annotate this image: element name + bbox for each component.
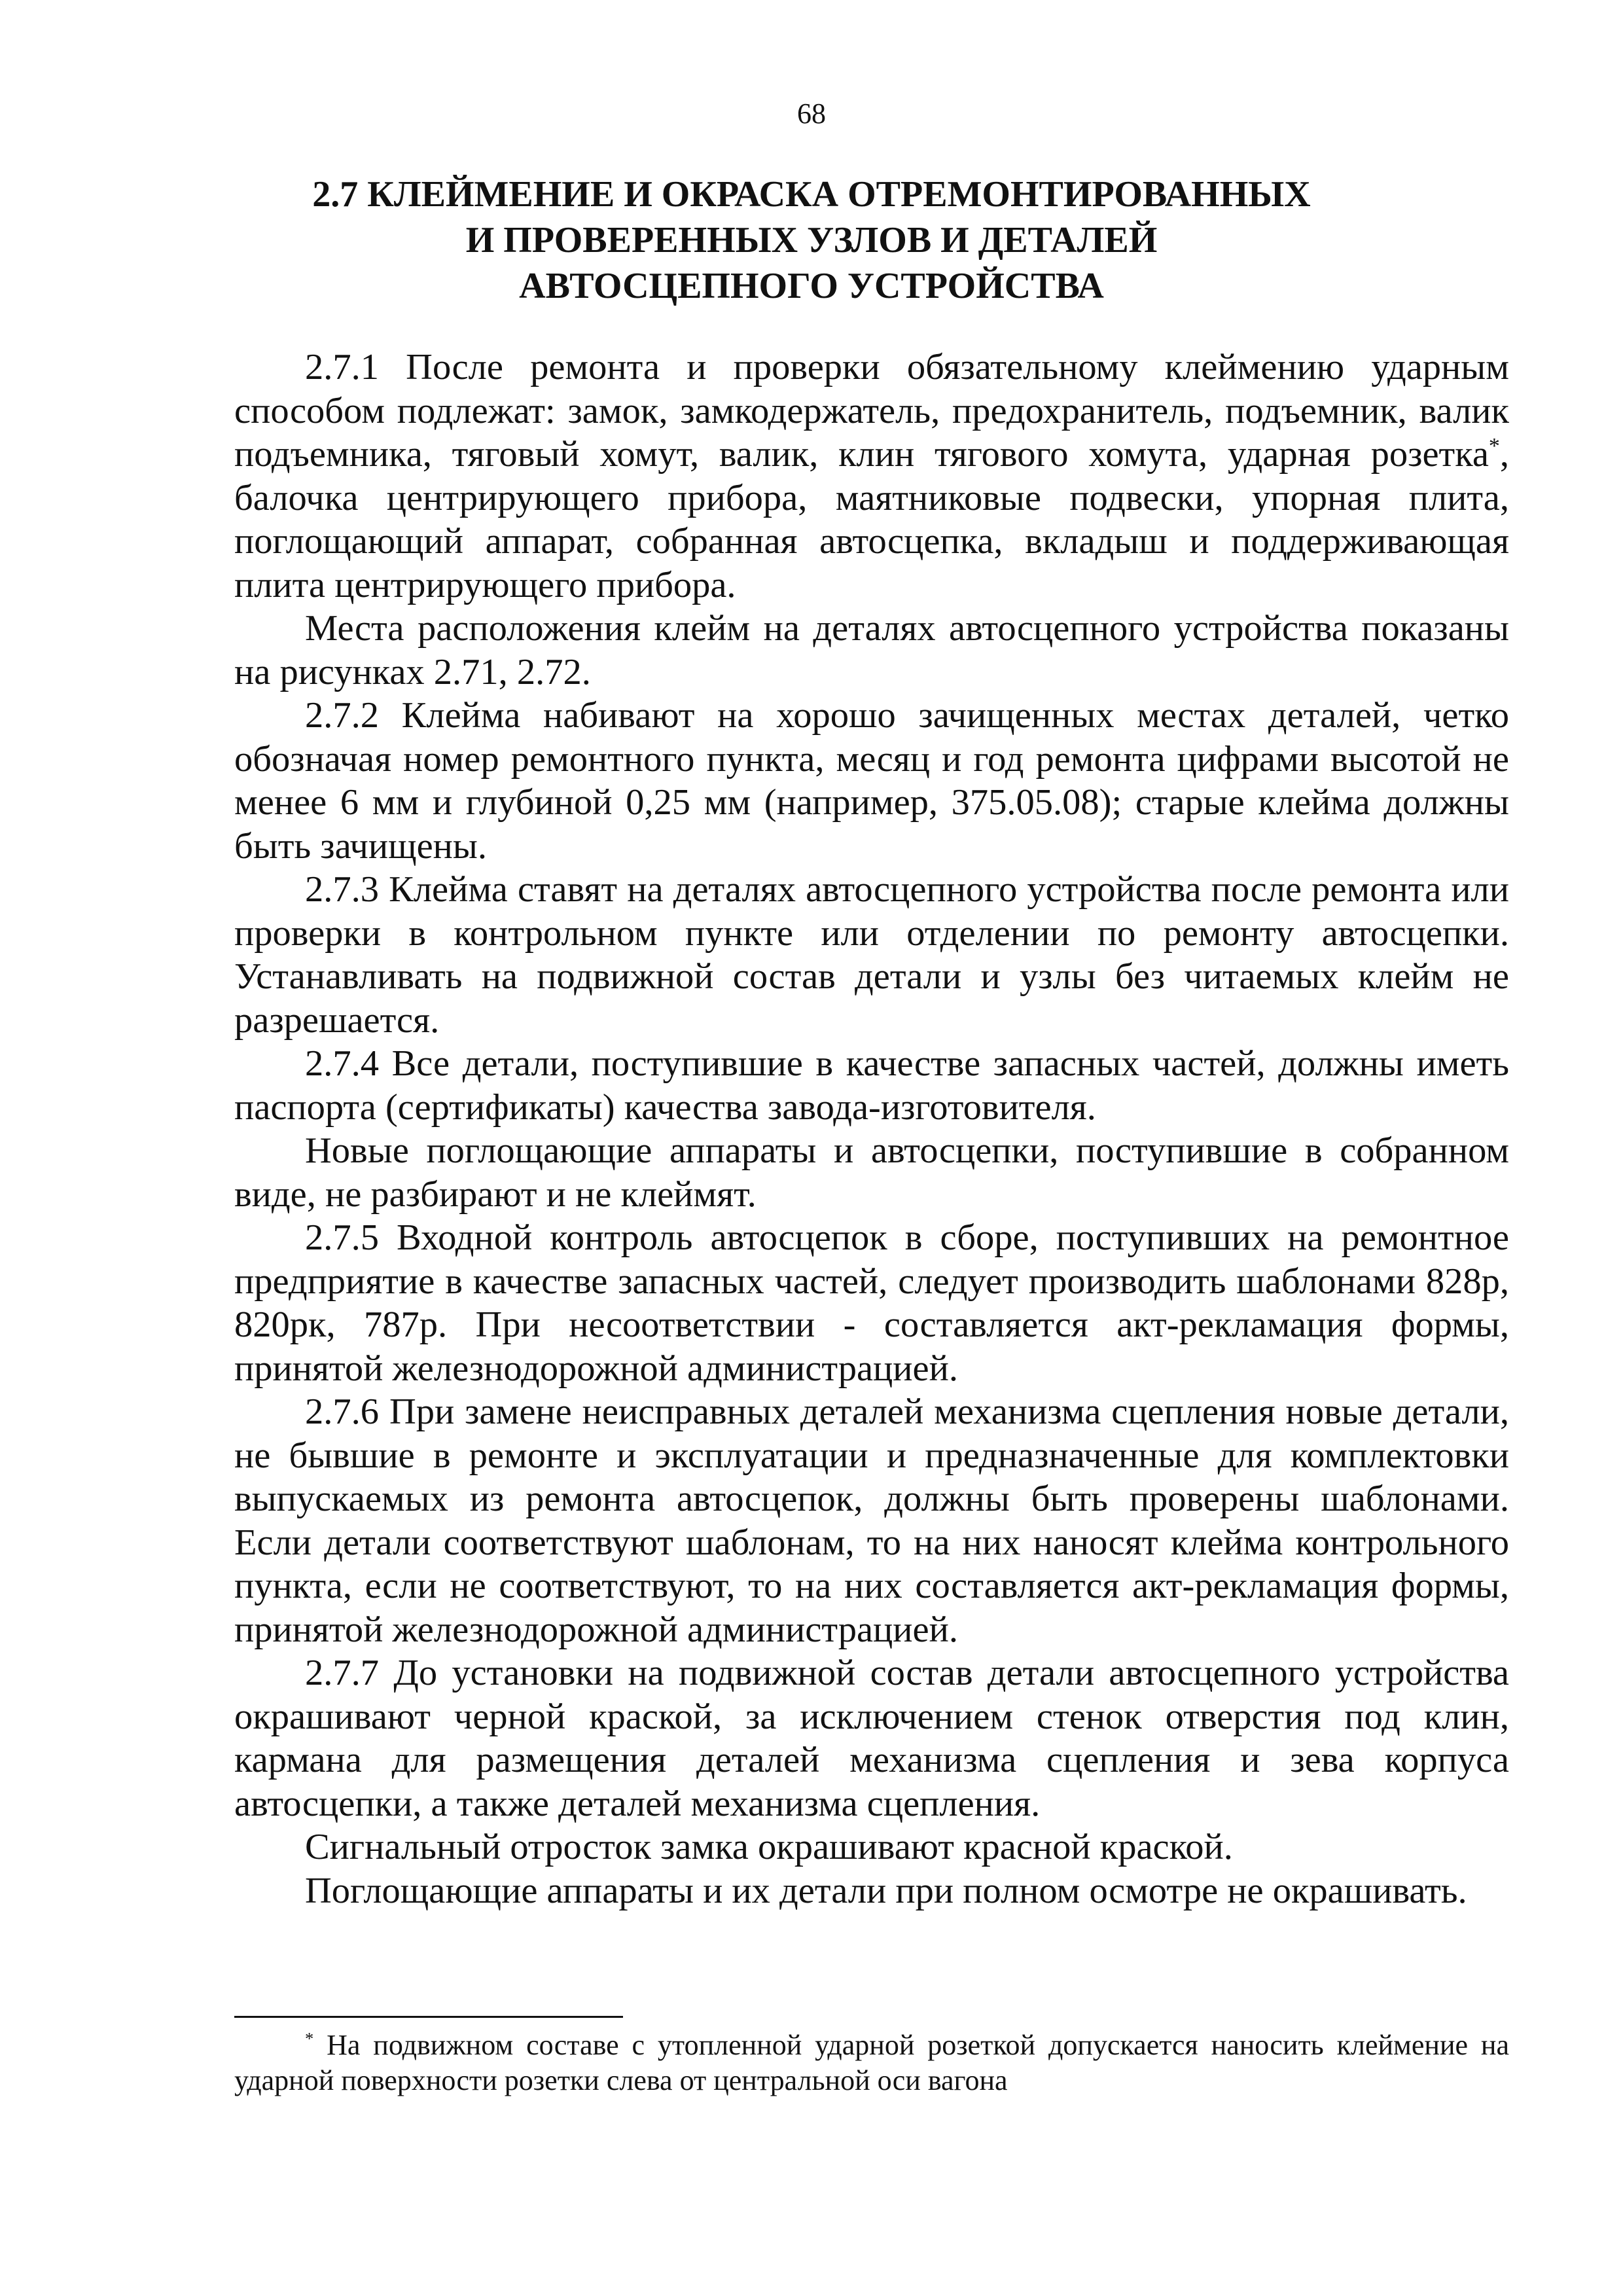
paragraph-2-7-2: 2.7.2 Клейма набивают на хорошо зачищенных местах деталей, четко обозначая номер ремонтного пункта, месяц и год ремонта цифрами высотой не менее 6 мм и глубиной 0,25 мм (например, 375.05.08); старые клейма должны быть зачищены. [234, 695, 1509, 867]
section-title-line-3: АВТОСЦЕПНОГО УСТРОЙСТВА [519, 266, 1104, 306]
footnote [234, 2028, 1509, 2098]
body-text [234, 346, 1509, 1912]
footnote-text: На подвижном составе с утопленной ударной розеткой допускается наносить клеймение на ударной поверхности розетки слева от центральной оси вагона [234, 2029, 1509, 2096]
footnote-divider [234, 2016, 623, 2018]
section-title-line-2: И ПРОВЕРЕННЫХ УЗЛОВ И ДЕТАЛЕЙ [465, 220, 1158, 260]
paragraph-2-7-1 [234, 346, 1509, 607]
paragraph-2-7-5: 2.7.5 Входной контроль автосцепок в сборе, поступивших на ремонтное предприятие в качестве запасных частей, следует производить шаблонами 828р, 820рк, 787р. При несоответствии - составляется акт-рекламация формы, принятой железнодорожной администрацией. [234, 1217, 1509, 1389]
page-number: 68 [797, 98, 826, 130]
paragraph-no-painting: Поглощающие аппараты и их детали при полном осмотре не окрашивать. [305, 1870, 1467, 1911]
paragraph-2-7-1-end: , балочка центрирующего прибора, маятниковые подвески, упорная плита, поглощающий аппарат, собранная автосцепка, вкладыш и поддерживающая плита центрирующего прибора. [234, 434, 1509, 605]
paragraph-new-apparatus: Новые поглощающие аппараты и автосцепки, поступившие в собранном виде, не разбирают и не клеймят. [234, 1130, 1509, 1215]
paragraph-2-7-6: 2.7.6 При замене неисправных деталей механизма сцепления новые детали, не бывшие в ремонте и эксплуатации и предназначенные для комплектовки выпускаемых из ремонта автосцепок, должны быть проверены шаблонами. Если детали соответствуют шаблонам, то на них наносят клейма контрольного пункта, если не соответствуют, то на них составляется акт-рекламация формы, принятой железнодорожной администрацией. [234, 1391, 1509, 1650]
footnote-reference: * [1488, 434, 1500, 459]
paragraph-2-7-1-start: 2.7.1 После ремонта и проверки обязательному клеймению ударным способом подлежат: замок, замкодержатель, предохранитель, подъемник, валик подъемника, тяговый хомут, валик, клин тягового хомута, ударная розетка [234, 347, 1509, 475]
paragraph-signal-tail: Сигнальный отросток замка окрашивают красной краской. [305, 1827, 1233, 1867]
section-title-line-1: 2.7 КЛЕЙМЕНИЕ И ОКРАСКА ОТРЕМОНТИРОВАННЫХ [312, 174, 1311, 215]
paragraph-stamp-locations: Места расположения клейм на деталях автосцепного устройства показаны на рисунках 2.71, 2.72. [234, 608, 1509, 692]
paragraph-2-7-7: 2.7.7 До установки на подвижной состав детали автосцепного устройства окрашивают черной краской, за исключением стенок отверстия под клин, кармана для размещения деталей механизма сцепления и зева корпуса автосцепки, а также деталей механизма сцепления. [234, 1653, 1509, 1824]
section-title [0, 171, 1623, 309]
paragraph-2-7-4: 2.7.4 Все детали, поступившие в качестве запасных частей, должны иметь паспорта (сертификаты) качества завода-изготовителя. [234, 1043, 1509, 1128]
paragraph-2-7-3: 2.7.3 Клейма ставят на деталях автосцепного устройства после ремонта или проверки в контрольном пункте или отделении по ремонту автосцепки. Устанавливать на подвижной состав детали и узлы без читаемых клейм не разрешается. [234, 869, 1509, 1041]
footnote-mark: * [305, 2028, 314, 2049]
